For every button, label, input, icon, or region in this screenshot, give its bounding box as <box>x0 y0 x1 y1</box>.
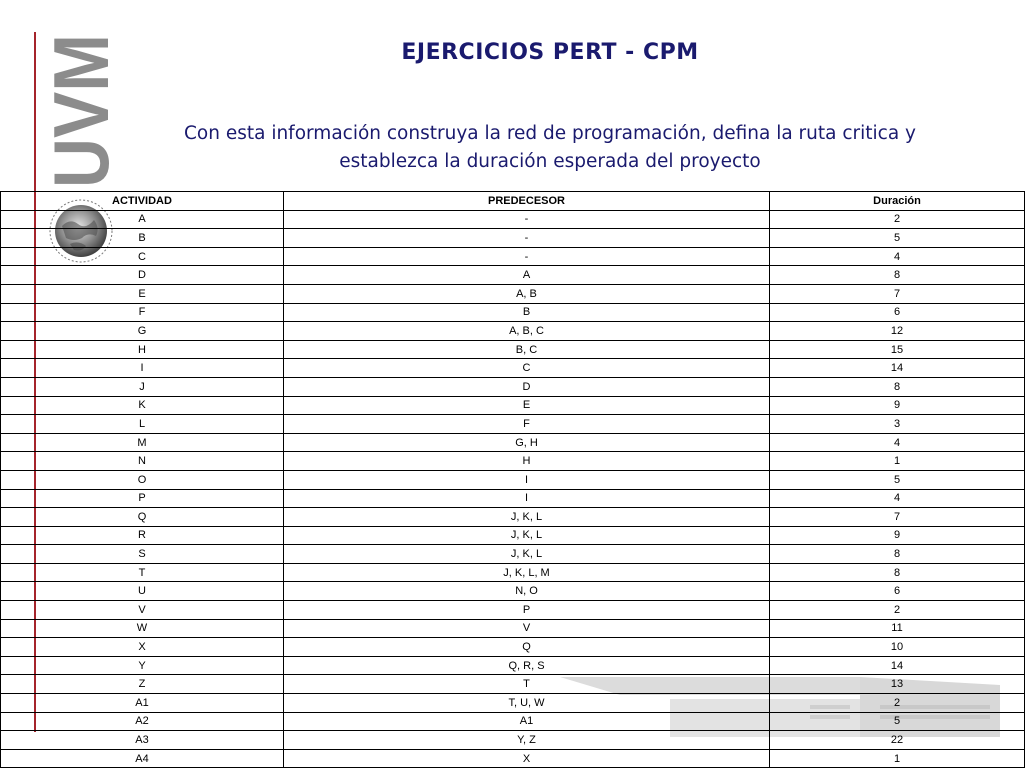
actividad-cell: A3 <box>1 731 284 750</box>
table-row <box>1 415 1025 434</box>
actividad-cell: R <box>1 526 284 545</box>
duracion-cell: 5 <box>770 712 1025 731</box>
table-row <box>1 749 1025 768</box>
duracion-cell: 8 <box>770 266 1025 285</box>
duracion-cell: 14 <box>770 359 1025 378</box>
actividad-cell: D <box>1 266 284 285</box>
duracion-cell: 1 <box>770 452 1025 471</box>
predecesor-cell: Q <box>284 638 770 657</box>
duracion-cell: 14 <box>770 656 1025 675</box>
predecesor-cell: C <box>284 359 770 378</box>
actividad-cell: A1 <box>1 694 284 713</box>
predecesor-cell: T <box>284 675 770 694</box>
table-row <box>1 377 1025 396</box>
table-row <box>1 359 1025 378</box>
predecesor-cell: E <box>284 396 770 415</box>
predecesor-cell: N, O <box>284 582 770 601</box>
table-row <box>1 508 1025 527</box>
duracion-cell: 8 <box>770 377 1025 396</box>
predecesor-cell: B <box>284 303 770 322</box>
duracion-cell: 6 <box>770 582 1025 601</box>
actividad-cell: A <box>1 210 284 229</box>
duracion-cell: 8 <box>770 545 1025 564</box>
duracion-cell: 22 <box>770 731 1025 750</box>
duracion-cell: 13 <box>770 675 1025 694</box>
duracion-cell: 9 <box>770 396 1025 415</box>
predecesor-cell: I <box>284 470 770 489</box>
duracion-cell: 2 <box>770 694 1025 713</box>
actividad-cell: A2 <box>1 712 284 731</box>
actividad-cell: B <box>1 229 284 248</box>
predecesor-cell: A <box>284 266 770 285</box>
actividad-cell: U <box>1 582 284 601</box>
actividad-cell: W <box>1 619 284 638</box>
duracion-cell: 8 <box>770 563 1025 582</box>
actividad-cell: P <box>1 489 284 508</box>
table-row <box>1 322 1025 341</box>
table-row <box>1 582 1025 601</box>
predecesor-cell: J, K, L, M <box>284 563 770 582</box>
predecesor-cell: I <box>284 489 770 508</box>
predecesor-cell: D <box>284 377 770 396</box>
actividad-cell: G <box>1 322 284 341</box>
page-instructions: Con esta información construya la red de programación, defina la ruta critica y establezca la duración esperada del proyecto <box>183 123 917 172</box>
predecesor-cell: - <box>284 229 770 248</box>
activities-table <box>0 191 1025 768</box>
uvm-logo-text: UVM <box>37 14 125 188</box>
header-duracion: Duración <box>770 192 1025 211</box>
table-row <box>1 452 1025 471</box>
table-row <box>1 489 1025 508</box>
duracion-cell: 4 <box>770 247 1025 266</box>
actividad-cell: H <box>1 340 284 359</box>
table-row <box>1 526 1025 545</box>
actividad-cell: L <box>1 415 284 434</box>
table-row <box>1 619 1025 638</box>
actividad-cell: S <box>1 545 284 564</box>
predecesor-cell: H <box>284 452 770 471</box>
actividad-cell: M <box>1 433 284 452</box>
table-row <box>1 470 1025 489</box>
table-row <box>1 638 1025 657</box>
predecesor-cell: B, C <box>284 340 770 359</box>
actividad-cell: F <box>1 303 284 322</box>
table-row <box>1 694 1025 713</box>
predecesor-cell: V <box>284 619 770 638</box>
duracion-cell: 3 <box>770 415 1025 434</box>
table-row <box>1 266 1025 285</box>
duracion-cell: 4 <box>770 433 1025 452</box>
actividad-cell: J <box>1 377 284 396</box>
duracion-cell: 1 <box>770 749 1025 768</box>
duracion-cell: 5 <box>770 470 1025 489</box>
predecesor-cell: - <box>284 247 770 266</box>
table-row <box>1 340 1025 359</box>
table-row <box>1 545 1025 564</box>
duracion-cell: 9 <box>770 526 1025 545</box>
duracion-cell: 6 <box>770 303 1025 322</box>
predecesor-cell: J, K, L <box>284 545 770 564</box>
page-title: EJERCICIOS PERT - CPM <box>401 40 699 65</box>
table-row <box>1 210 1025 229</box>
predecesor-cell: X <box>284 749 770 768</box>
actividad-cell: V <box>1 601 284 620</box>
table-row <box>1 601 1025 620</box>
actividad-cell: K <box>1 396 284 415</box>
header-predecesor: PREDECESOR <box>284 192 770 211</box>
duracion-cell: 12 <box>770 322 1025 341</box>
predecesor-cell: A1 <box>284 712 770 731</box>
predecesor-cell: J, K, L <box>284 526 770 545</box>
table-row <box>1 229 1025 248</box>
table-header-row <box>1 192 1025 211</box>
predecesor-cell: Q, R, S <box>284 656 770 675</box>
actividad-cell: Z <box>1 675 284 694</box>
table-row <box>1 563 1025 582</box>
actividad-cell: C <box>1 247 284 266</box>
uvm-logo <box>37 14 125 190</box>
predecesor-cell: F <box>284 415 770 434</box>
predecesor-cell: A, B, C <box>284 322 770 341</box>
table-row <box>1 303 1025 322</box>
actividad-cell: A4 <box>1 749 284 768</box>
table-row <box>1 731 1025 750</box>
predecesor-cell: Y, Z <box>284 731 770 750</box>
predecesor-cell: A, B <box>284 284 770 303</box>
actividad-cell: Y <box>1 656 284 675</box>
actividad-cell: N <box>1 452 284 471</box>
predecesor-cell: J, K, L <box>284 508 770 527</box>
predecesor-cell: P <box>284 601 770 620</box>
duracion-cell: 2 <box>770 210 1025 229</box>
predecesor-cell: T, U, W <box>284 694 770 713</box>
actividad-cell: O <box>1 470 284 489</box>
actividad-cell: T <box>1 563 284 582</box>
duracion-cell: 11 <box>770 619 1025 638</box>
actividad-cell: E <box>1 284 284 303</box>
predecesor-cell: G, H <box>284 433 770 452</box>
table-row <box>1 433 1025 452</box>
duracion-cell: 5 <box>770 229 1025 248</box>
table-row <box>1 247 1025 266</box>
actividad-cell: X <box>1 638 284 657</box>
table-row <box>1 712 1025 731</box>
header-actividad: ACTIVIDAD <box>1 192 284 211</box>
table-row <box>1 396 1025 415</box>
actividad-cell: Q <box>1 508 284 527</box>
table-row <box>1 284 1025 303</box>
duracion-cell: 7 <box>770 284 1025 303</box>
duracion-cell: 15 <box>770 340 1025 359</box>
table-row <box>1 656 1025 675</box>
duracion-cell: 2 <box>770 601 1025 620</box>
duracion-cell: 7 <box>770 508 1025 527</box>
duracion-cell: 10 <box>770 638 1025 657</box>
actividad-cell: I <box>1 359 284 378</box>
predecesor-cell: - <box>284 210 770 229</box>
duracion-cell: 4 <box>770 489 1025 508</box>
table-row <box>1 675 1025 694</box>
